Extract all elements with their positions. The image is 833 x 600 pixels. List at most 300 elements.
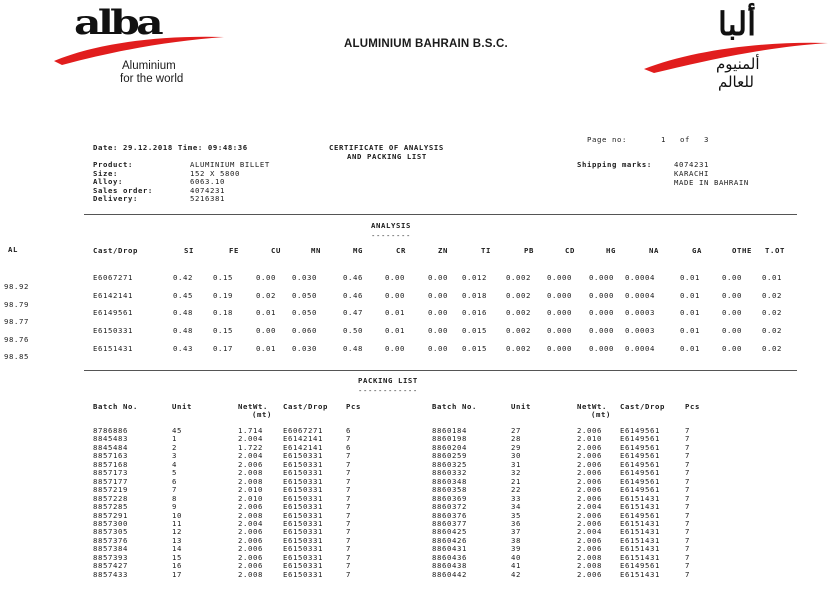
analysis-cell: E6150331 bbox=[93, 326, 133, 336]
analysis-header-cast: Cast/Drop bbox=[93, 246, 138, 255]
packing-cell: E6149561 bbox=[620, 459, 660, 469]
analysis-header-cd: CD bbox=[565, 246, 575, 255]
shipping-mark-line: KARACHI bbox=[674, 169, 709, 178]
packing-header-pcs: Pcs bbox=[346, 402, 361, 411]
packing-cell: 45 bbox=[172, 426, 182, 435]
packing-cell: 2.008 bbox=[577, 552, 602, 562]
packing-cell: 8860436 bbox=[432, 552, 467, 562]
analysis-cell: 0.00 bbox=[722, 308, 742, 318]
analysis-cell: E6149561 bbox=[93, 308, 133, 318]
packing-cell: 8845483 bbox=[93, 434, 128, 444]
packing-cell: 7 bbox=[685, 535, 690, 545]
field-value: 5216381 bbox=[190, 194, 225, 204]
packing-cell: 8857163 bbox=[93, 451, 128, 461]
analysis-cell: 0.01 bbox=[256, 308, 276, 318]
packing-cell: 9 bbox=[172, 502, 177, 512]
alba-arabic-logo bbox=[640, 5, 830, 100]
analysis-cell: 0.050 bbox=[292, 308, 317, 318]
packing-cell: 8857433 bbox=[93, 569, 128, 579]
analysis-cell: 0.012 bbox=[462, 273, 487, 282]
analysis-cell: 0.000 bbox=[547, 326, 572, 336]
packing-cell: E6150331 bbox=[283, 451, 323, 461]
packing-cell: 8860425 bbox=[432, 527, 467, 537]
packing-cell: 1 bbox=[172, 434, 177, 444]
packing-cell: 42 bbox=[511, 569, 521, 579]
packing-header-netwt: NetWt. bbox=[577, 402, 607, 411]
analysis-cell: 0.01 bbox=[256, 343, 276, 353]
packing-cell: E6149561 bbox=[620, 426, 660, 435]
analysis-cell: 0.15 bbox=[213, 326, 233, 336]
packing-cell: 8860348 bbox=[432, 476, 467, 486]
packing-cell: E6150331 bbox=[283, 510, 323, 520]
packing-cell: 2.006 bbox=[238, 502, 263, 512]
packing-cell: 7 bbox=[346, 468, 351, 478]
analysis-cell: 0.000 bbox=[589, 308, 614, 318]
packing-cell: E6151431 bbox=[620, 527, 660, 537]
packing-cell: 2.006 bbox=[577, 493, 602, 503]
analysis-cell: 0.46 bbox=[343, 273, 363, 282]
analysis-cell: 0.01 bbox=[680, 290, 700, 300]
packing-cell: 7 bbox=[346, 561, 351, 571]
field-label: Product: bbox=[93, 160, 133, 169]
packing-cell: 7 bbox=[685, 527, 690, 537]
analysis-cell: 0.015 bbox=[462, 326, 487, 336]
packing-cell: 2.006 bbox=[577, 544, 602, 554]
packing-cell: 38 bbox=[511, 535, 521, 545]
analysis-header-cr: CR bbox=[396, 246, 406, 255]
packing-cell: E6151431 bbox=[620, 569, 660, 579]
analysis-cell: 0.00 bbox=[385, 343, 405, 353]
packing-cell: 8857393 bbox=[93, 552, 128, 562]
packing-cell: 2.004 bbox=[238, 518, 263, 528]
shipping-mark-line: 4074231 bbox=[674, 160, 709, 169]
packing-cell: 6 bbox=[346, 426, 351, 435]
packing-cell: 32 bbox=[511, 468, 521, 478]
packing-cell: 7 bbox=[346, 552, 351, 562]
packing-cell: 2.006 bbox=[577, 510, 602, 520]
al-value: 98.76 bbox=[4, 334, 29, 344]
packing-cell: 7 bbox=[685, 476, 690, 486]
analysis-cell: 0.01 bbox=[385, 326, 405, 336]
packing-cell: E6142141 bbox=[283, 442, 323, 452]
analysis-cell: 0.0004 bbox=[625, 273, 655, 282]
analysis-header-fe: FE bbox=[229, 246, 239, 255]
analysis-cell: 0.016 bbox=[462, 308, 487, 318]
packing-cell: 7 bbox=[346, 569, 351, 579]
packing-cell: 22 bbox=[511, 485, 521, 495]
packing-cell: 2.006 bbox=[238, 527, 263, 537]
analysis-cell: 0.002 bbox=[506, 308, 531, 318]
analysis-cell: 0.00 bbox=[428, 290, 448, 300]
packing-cell: 8 bbox=[172, 493, 177, 503]
analysis-cell: 0.002 bbox=[506, 326, 531, 336]
analysis-cell: 0.030 bbox=[292, 343, 317, 353]
analysis-cell: 0.000 bbox=[589, 343, 614, 353]
al-value: 98.79 bbox=[4, 299, 29, 309]
packing-cell: 3 bbox=[172, 451, 177, 461]
analysis-cell: 0.01 bbox=[385, 308, 405, 318]
analysis-header-na: NA bbox=[649, 246, 659, 255]
packing-cell: 7 bbox=[685, 561, 690, 571]
packing-cell: 8857291 bbox=[93, 510, 128, 520]
packing-cell: 30 bbox=[511, 451, 521, 461]
analysis-cell: 0.01 bbox=[680, 308, 700, 318]
packing-cell: 21 bbox=[511, 476, 521, 486]
packing-cell: 29 bbox=[511, 442, 521, 452]
packing-cell: E6151431 bbox=[620, 502, 660, 512]
packing-cell: 13 bbox=[172, 535, 182, 545]
packing-cell: 7 bbox=[685, 510, 690, 520]
analysis-cell: 0.02 bbox=[256, 290, 276, 300]
analysis-cell: 0.002 bbox=[506, 273, 531, 282]
packing-cell: 2.006 bbox=[238, 459, 263, 469]
packing-cell: 40 bbox=[511, 552, 521, 562]
packing-cell: E6150331 bbox=[283, 535, 323, 545]
analysis-cell: 0.000 bbox=[547, 343, 572, 353]
analysis-cell: 0.00 bbox=[256, 326, 276, 336]
shipping-mark-line: MADE IN BAHRAIN bbox=[674, 178, 749, 187]
analysis-cell: 0.002 bbox=[506, 343, 531, 353]
analysis-cell: 0.015 bbox=[462, 343, 487, 353]
analysis-header-cu: CU bbox=[271, 246, 281, 255]
packing-cell: 2.010 bbox=[238, 485, 263, 495]
field-label: Size: bbox=[93, 168, 118, 178]
packing-cell: 8857219 bbox=[93, 485, 128, 495]
packing-cell: 2.010 bbox=[577, 434, 602, 444]
arabic-tagline-line2: للعالم bbox=[718, 73, 754, 91]
packing-cell: E6150331 bbox=[283, 518, 323, 528]
logo-tagline-line2: for the world bbox=[120, 73, 184, 85]
analysis-cell: 0.02 bbox=[762, 343, 782, 353]
analysis-cell: 0.02 bbox=[762, 290, 782, 300]
divider bbox=[84, 370, 797, 371]
packing-cell: 8860377 bbox=[432, 518, 467, 528]
packing-cell: E6151431 bbox=[620, 552, 660, 562]
packing-cell: 7 bbox=[685, 468, 690, 478]
packing-cell: 8857384 bbox=[93, 544, 128, 554]
packing-cell: E6142141 bbox=[283, 434, 323, 444]
analysis-cell: 0.000 bbox=[547, 290, 572, 300]
packing-cell: 7 bbox=[685, 426, 690, 435]
analysis-cell: 0.19 bbox=[213, 290, 233, 300]
packing-cell: 2.004 bbox=[238, 434, 263, 444]
packing-cell: 36 bbox=[511, 518, 521, 528]
packing-cell: 8857305 bbox=[93, 527, 128, 537]
analysis-cell: 0.0004 bbox=[625, 343, 655, 353]
packing-cell: 2.006 bbox=[577, 442, 602, 452]
analysis-cell: 0.0003 bbox=[625, 308, 655, 318]
field-value: 6063.10 bbox=[190, 177, 225, 187]
packing-cell: 7 bbox=[685, 434, 690, 444]
packing-cell: 16 bbox=[172, 561, 182, 571]
packing-cell: 8857228 bbox=[93, 493, 128, 503]
packing-cell: 15 bbox=[172, 552, 182, 562]
field-value: 4074231 bbox=[190, 185, 225, 195]
packing-header-netwt: NetWt. bbox=[238, 402, 268, 411]
alba-logo bbox=[72, 5, 227, 83]
analysis-cell: 0.00 bbox=[428, 308, 448, 318]
packing-cell: E6149561 bbox=[620, 451, 660, 461]
analysis-cell: 0.0003 bbox=[625, 326, 655, 336]
analysis-cell: 0.0004 bbox=[625, 290, 655, 300]
packing-cell: 8857376 bbox=[93, 535, 128, 545]
packing-header-batch: Batch No. bbox=[432, 402, 477, 411]
page-label: Page no: bbox=[587, 135, 627, 144]
packing-cell: 8860184 bbox=[432, 426, 467, 435]
packing-cell: 7 bbox=[685, 485, 690, 495]
packing-header-netwt-unit: (mt) bbox=[591, 410, 611, 419]
analysis-header-mn: MN bbox=[311, 246, 321, 255]
analysis-cell: 0.000 bbox=[589, 273, 614, 282]
packing-cell: E6149561 bbox=[620, 476, 660, 486]
analysis-cell: 0.42 bbox=[173, 273, 193, 282]
packing-cell: 12 bbox=[172, 527, 182, 537]
analysis-cell: 0.47 bbox=[343, 308, 363, 318]
packing-cell: 7 bbox=[685, 451, 690, 461]
packing-cell: 2.010 bbox=[238, 493, 263, 503]
field-label: Alloy: bbox=[93, 177, 123, 187]
packing-cell: 4 bbox=[172, 459, 177, 469]
packing-cell: 31 bbox=[511, 459, 521, 469]
page-number bbox=[577, 126, 709, 144]
packing-cell: 2.004 bbox=[238, 451, 263, 461]
al-value: 98.85 bbox=[4, 352, 29, 362]
arabic-tagline-line1: ألمنيوم bbox=[716, 55, 760, 73]
page-of: of bbox=[679, 135, 690, 144]
packing-header-unit: Unit bbox=[511, 402, 531, 411]
packing-list-title: PACKING LIST bbox=[358, 376, 418, 385]
analysis-cell: 0.00 bbox=[722, 343, 742, 353]
packing-cell: 7 bbox=[685, 442, 690, 452]
analysis-header-othe: OTHE bbox=[732, 246, 752, 255]
analysis-cell: 0.000 bbox=[589, 290, 614, 300]
packing-cell: 7 bbox=[346, 493, 351, 503]
analysis-title: ANALYSIS bbox=[371, 221, 411, 230]
analysis-header-mg: MG bbox=[353, 246, 363, 255]
packing-header-cast: Cast/Drop bbox=[283, 402, 328, 411]
analysis-cell: 0.48 bbox=[173, 308, 193, 318]
packing-cell: E6151431 bbox=[620, 544, 660, 554]
packing-cell: 10 bbox=[172, 510, 182, 520]
packing-header-netwt-unit: (mt) bbox=[252, 410, 272, 419]
packing-cell: E6150331 bbox=[283, 544, 323, 554]
packing-cell: 2.006 bbox=[238, 561, 263, 571]
packing-cell: 8857285 bbox=[93, 502, 128, 512]
packing-cell: 7 bbox=[346, 544, 351, 554]
packing-cell: 8860358 bbox=[432, 485, 467, 495]
analysis-cell: 0.02 bbox=[762, 326, 782, 336]
analysis-header-pb: PB bbox=[524, 246, 534, 255]
packing-cell: 34 bbox=[511, 502, 521, 512]
packing-cell: 2.006 bbox=[577, 468, 602, 478]
logo-tagline-line1: Aluminium bbox=[122, 60, 176, 72]
packing-cell: 7 bbox=[346, 476, 351, 486]
packing-cell: 8857177 bbox=[93, 476, 128, 486]
packing-cell: 8857168 bbox=[93, 459, 128, 469]
packing-cell: E6150331 bbox=[283, 527, 323, 537]
packing-cell: 7 bbox=[346, 434, 351, 444]
analysis-cell: 0.46 bbox=[343, 290, 363, 300]
packing-cell: 2.008 bbox=[238, 468, 263, 478]
packing-cell: 2.006 bbox=[577, 535, 602, 545]
packing-cell: E6150331 bbox=[283, 459, 323, 469]
packing-cell: 17 bbox=[172, 569, 182, 579]
packing-cell: 7 bbox=[346, 459, 351, 469]
packing-cell: 2.008 bbox=[238, 569, 263, 579]
packing-cell: 2 bbox=[172, 442, 177, 452]
packing-cell: 8860198 bbox=[432, 434, 467, 444]
packing-cell: 14 bbox=[172, 544, 182, 554]
analysis-header-ga: GA bbox=[692, 246, 702, 255]
packing-cell: 2.006 bbox=[577, 518, 602, 528]
analysis-cell: 0.00 bbox=[428, 273, 448, 282]
analysis-cell: E6067271 bbox=[93, 273, 133, 282]
packing-cell: 8860332 bbox=[432, 468, 467, 478]
analysis-cell: 0.48 bbox=[173, 326, 193, 336]
packing-cell: 2.008 bbox=[577, 561, 602, 571]
analysis-cell: 0.01 bbox=[680, 326, 700, 336]
packing-cell: E6150331 bbox=[283, 485, 323, 495]
analysis-cell: 0.00 bbox=[428, 343, 448, 353]
packing-cell: 2.008 bbox=[238, 510, 263, 520]
packing-cell: E6151431 bbox=[620, 493, 660, 503]
packing-cell: 2.004 bbox=[577, 502, 602, 512]
packing-cell: 7 bbox=[346, 485, 351, 495]
al-value: 98.77 bbox=[4, 317, 29, 327]
packing-cell: E6151431 bbox=[620, 518, 660, 528]
page-current: 1 bbox=[660, 135, 666, 144]
packing-cell: 7 bbox=[685, 459, 690, 469]
analysis-cell: 0.17 bbox=[213, 343, 233, 353]
packing-cell: E6149561 bbox=[620, 468, 660, 478]
packing-cell: E6150331 bbox=[283, 561, 323, 571]
packing-cell: E6149561 bbox=[620, 434, 660, 444]
shipping-marks-label: Shipping marks: bbox=[577, 160, 652, 169]
packing-cell: E6150331 bbox=[283, 552, 323, 562]
packing-cell: 27 bbox=[511, 426, 521, 435]
analysis-cell: 0.48 bbox=[343, 343, 363, 353]
analysis-cell: 0.00 bbox=[385, 290, 405, 300]
packing-cell: E6067271 bbox=[283, 426, 323, 435]
packing-header-pcs: Pcs bbox=[685, 402, 700, 411]
packing-cell: 7 bbox=[685, 552, 690, 562]
al-label: AL bbox=[8, 245, 18, 254]
packing-cell: 2.008 bbox=[238, 476, 263, 486]
analysis-cell: 0.000 bbox=[547, 273, 572, 282]
packing-header-cast: Cast/Drop bbox=[620, 402, 665, 411]
packing-cell: 2.006 bbox=[238, 535, 263, 545]
analysis-cell: E6151431 bbox=[93, 343, 133, 353]
field-value: 152 X 5800 bbox=[190, 168, 240, 178]
analysis-cell: 0.00 bbox=[722, 290, 742, 300]
analysis-cell: 0.43 bbox=[173, 343, 193, 353]
packing-cell: E6150331 bbox=[283, 493, 323, 503]
packing-cell: 2.006 bbox=[577, 476, 602, 486]
packing-cell: 7 bbox=[346, 527, 351, 537]
packing-cell: 39 bbox=[511, 544, 521, 554]
packing-cell: 5 bbox=[172, 468, 177, 478]
analysis-cell: 0.000 bbox=[589, 326, 614, 336]
packing-cell: 6 bbox=[172, 476, 177, 486]
packing-cell: E6150331 bbox=[283, 569, 323, 579]
packing-cell: E6150331 bbox=[283, 468, 323, 478]
packing-cell: 8860259 bbox=[432, 451, 467, 461]
analysis-header-ti: TI bbox=[481, 246, 491, 255]
analysis-cell: 0.00 bbox=[722, 326, 742, 336]
packing-cell: 7 bbox=[685, 518, 690, 528]
packing-header-batch: Batch No. bbox=[93, 402, 138, 411]
packing-cell: 8860442 bbox=[432, 569, 467, 579]
analysis-cell: 0.01 bbox=[680, 273, 700, 282]
certificate-title: CERTIFICATE OF ANALYSIS bbox=[329, 143, 444, 152]
date-time: Date: 29.12.2018 Time: 09:48:36 bbox=[93, 143, 248, 152]
packing-cell: 8857427 bbox=[93, 561, 128, 571]
analysis-cell: 0.018 bbox=[462, 290, 487, 300]
packing-list-underline: ------------ bbox=[358, 386, 418, 395]
packing-cell: 7 bbox=[346, 535, 351, 545]
packing-cell: 7 bbox=[685, 569, 690, 579]
packing-cell: E6150331 bbox=[283, 476, 323, 486]
packing-cell: 8860369 bbox=[432, 493, 467, 503]
packing-cell: E6149561 bbox=[620, 561, 660, 571]
packing-cell: 2.006 bbox=[238, 544, 263, 554]
packing-cell: 8860325 bbox=[432, 459, 467, 469]
field-value: ALUMINIUM BILLET bbox=[190, 160, 270, 169]
packing-cell: 11 bbox=[172, 518, 182, 528]
packing-cell: 1.714 bbox=[238, 426, 263, 435]
packing-cell: E6149561 bbox=[620, 485, 660, 495]
packing-cell: E6150331 bbox=[283, 502, 323, 512]
analysis-cell: 0.00 bbox=[385, 273, 405, 282]
packing-cell: 8860426 bbox=[432, 535, 467, 545]
al-value: 98.92 bbox=[4, 282, 29, 291]
analysis-cell: 0.01 bbox=[762, 273, 782, 282]
analysis-header-hg: HG bbox=[606, 246, 616, 255]
packing-cell: E6151431 bbox=[620, 535, 660, 545]
analysis-cell: 0.002 bbox=[506, 290, 531, 300]
packing-cell: 7 bbox=[685, 544, 690, 554]
analysis-header-tot: T.OT bbox=[765, 246, 785, 255]
page-total: 3 bbox=[703, 135, 709, 144]
divider bbox=[84, 214, 797, 215]
analysis-cell: 0.060 bbox=[292, 326, 317, 336]
packing-cell: 7 bbox=[685, 502, 690, 512]
analysis-cell: 0.00 bbox=[722, 273, 742, 282]
packing-cell: 2.006 bbox=[577, 459, 602, 469]
packing-cell: 2.006 bbox=[577, 451, 602, 461]
packing-cell: 7 bbox=[346, 451, 351, 461]
packing-cell: 8860438 bbox=[432, 561, 467, 571]
packing-cell: 7 bbox=[685, 493, 690, 503]
analysis-cell: 0.02 bbox=[762, 308, 782, 318]
certificate-subtitle: AND PACKING LIST bbox=[347, 152, 427, 161]
analysis-cell: 0.01 bbox=[680, 343, 700, 353]
analysis-header-si: SI bbox=[184, 246, 194, 255]
packing-cell: E6149561 bbox=[620, 510, 660, 520]
analysis-header-zn: ZN bbox=[438, 246, 448, 255]
arabic-logo-script: ألبا bbox=[718, 5, 757, 43]
analysis-cell: 0.18 bbox=[213, 308, 233, 318]
packing-cell: E6149561 bbox=[620, 442, 660, 452]
packing-cell: 2.006 bbox=[577, 569, 602, 579]
packing-cell: 1.722 bbox=[238, 442, 263, 452]
analysis-cell: 0.00 bbox=[256, 273, 276, 282]
analysis-cell: E6142141 bbox=[93, 290, 133, 300]
analysis-cell: 0.45 bbox=[173, 290, 193, 300]
packing-cell: 7 bbox=[346, 510, 351, 520]
packing-cell: 2.004 bbox=[577, 527, 602, 537]
packing-cell: 8860372 bbox=[432, 502, 467, 512]
